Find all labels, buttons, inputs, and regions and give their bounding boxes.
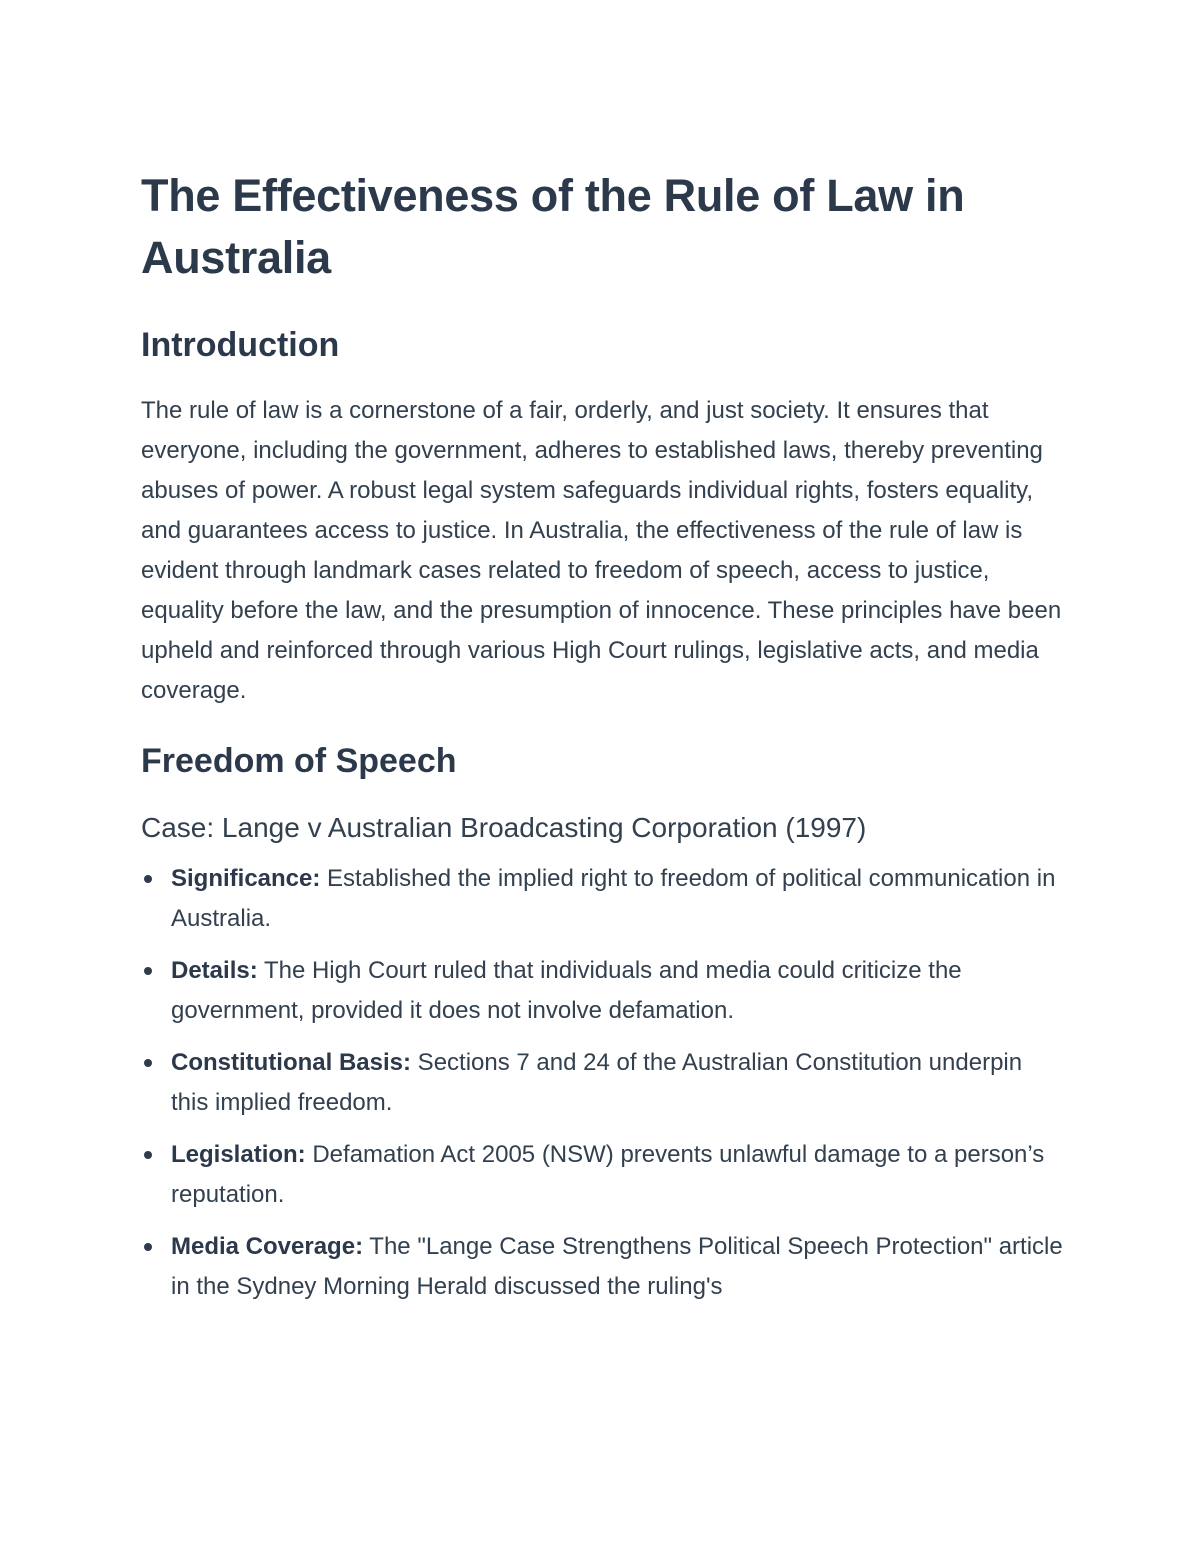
point-label: Details: (171, 957, 258, 984)
point-label: Legislation: (171, 1141, 306, 1168)
bullet-icon (144, 967, 152, 975)
document-title: The Effectiveness of the Rule of Law in Australia (141, 170, 965, 283)
case-title: Case: Lange v Australian Broadcasting Corporation (1997) (141, 812, 867, 843)
point-text: Established the implied right to freedom of political communication in Australia. (171, 865, 1056, 932)
bullet-icon (144, 875, 152, 883)
point-label: Media Coverage: (171, 1233, 364, 1260)
list-item (141, 1135, 1066, 1215)
document-page (141, 165, 1066, 1319)
point-text: The High Court ruled that individuals and media could criticize the government, provided it does not involve defamation. (171, 957, 962, 1024)
list-item (141, 1227, 1066, 1307)
introduction-heading: Introduction (141, 326, 340, 364)
bullet-icon (144, 1243, 152, 1251)
bullet-icon (144, 1151, 152, 1159)
list-item (141, 951, 1066, 1031)
point-label: Significance: (171, 865, 321, 892)
point-text: The "Lange Case Strengthens Political Speech Protection" article in the Sydney Morning Herald discussed the ruling's (171, 1233, 1063, 1300)
case-points-list (141, 859, 1066, 1307)
introduction-paragraph: The rule of law is a cornerstone of a fair, orderly, and just society. It ensures that everyone, including the government, adheres to established laws, thereby preventing abuses of power. A robust legal system safeguards individual rights, fosters equality, and guarantees access to justice. In Australia, the effectiveness of the rule of law is evident through landmark cases related to freedom of speech, access to justice, equality before the law, and the presumption of innocence. These principles have been upheld and reinforced through various High Court rulings, legislative acts, and media coverage. (141, 397, 1062, 704)
point-text: Defamation Act 2005 (NSW) prevents unlawful damage to a person’s reputation. (171, 1141, 1045, 1208)
list-item (141, 859, 1066, 939)
list-item (141, 1043, 1066, 1123)
point-label: Constitutional Basis: (171, 1049, 412, 1076)
freedom-of-speech-heading: Freedom of Speech (141, 742, 457, 780)
bullet-icon (144, 1059, 152, 1067)
point-text: Sections 7 and 24 of the Australian Constitution underpin this implied freedom. (171, 1049, 1023, 1116)
